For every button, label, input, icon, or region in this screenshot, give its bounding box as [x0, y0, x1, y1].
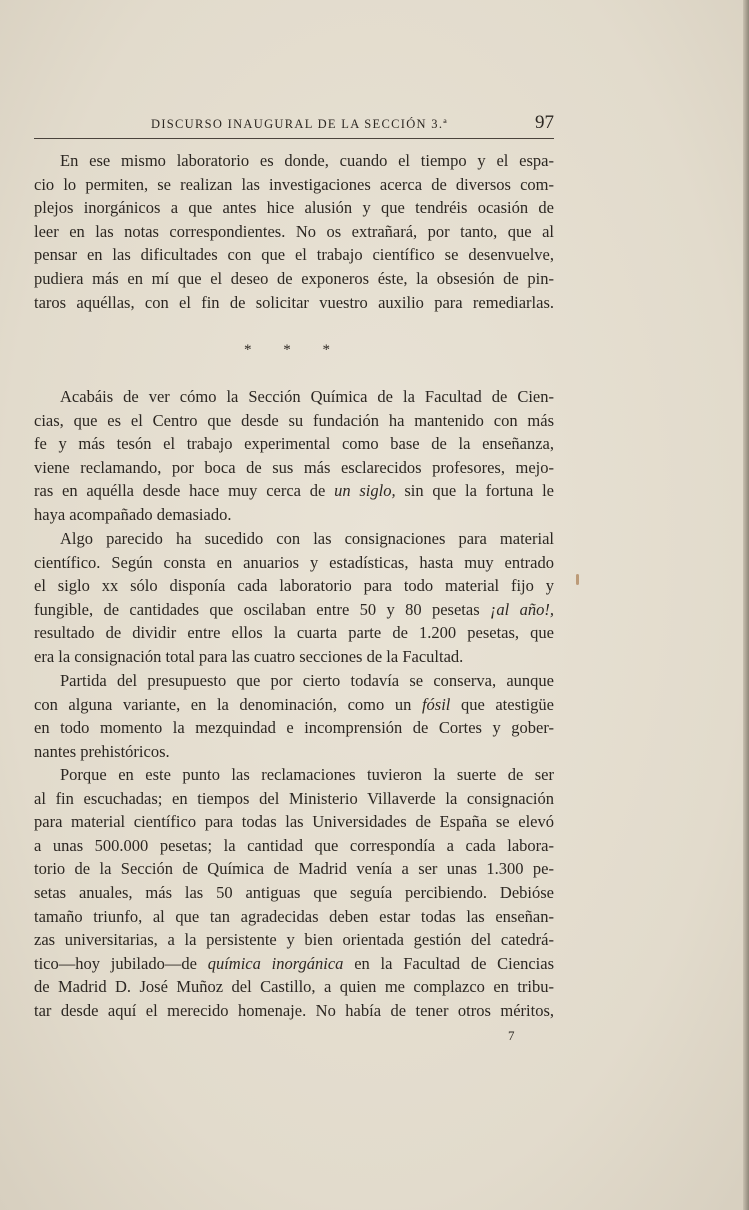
text-line: Acabáis de ver cómo la Sección Química de la Facultad de Cien- — [60, 387, 554, 406]
text-line: pensar en las dificultades con que el trabajo científico se desenvuelve, — [34, 245, 554, 265]
text-line — [34, 952, 554, 976]
text-line: resultado de dividir entre ellos la cuarta parte de 1.200 pesetas, que — [34, 623, 554, 643]
text-line: a unas 500.000 pesetas; la cantidad que correspondía a cada labora- — [34, 835, 554, 855]
page-edge-shadow — [743, 0, 749, 1210]
text-line: leer en las notas correspondientes. No os extrañará, por tanto, que al — [34, 221, 554, 241]
text-line: el siglo xx sólo disponía cada laboratorio para todo material fijo y — [34, 576, 554, 596]
text-line: zas universitarias, a la persistente y bien orientada gestión del catedrá- — [34, 930, 554, 950]
text-line: en todo momento la mezquindad e incomprensión de Cortes y gober- — [34, 718, 554, 738]
text-line — [34, 598, 554, 622]
text-line: científico. Según consta en anuarios y estadísticas, hasta muy entrado — [34, 552, 554, 572]
paragraph-partida — [34, 669, 554, 763]
text-line: setas anuales, más las 50 antiguas que seguía percibiendo. Debióse — [34, 882, 554, 902]
text-line: tar desde aquí el merecido homenaje. No había de tener otros méritos, — [34, 1000, 554, 1020]
text-run: con alguna variante, en la denominación, como un — [34, 694, 422, 714]
page-header — [34, 114, 554, 138]
text-line: para material científico para todas las Universidades de España se elevó — [34, 812, 554, 832]
text-line: nantes prehistóricos. — [34, 741, 170, 761]
text-line: Partida del presupuesto que por cierto todavía se conserva, aunque — [60, 671, 554, 690]
paragraph-laboratorio — [34, 149, 554, 314]
text-line: era la consignación total para las cuatro secciones de la Facultad. — [34, 646, 464, 666]
text-run: ras en aquélla desde hace muy cerca de — [34, 481, 335, 501]
text-run: que atestigüe — [450, 694, 554, 714]
header-rule — [34, 138, 554, 139]
text-line: de Madrid D. José Muñoz del Castillo, a quien me complazco en tribu- — [34, 977, 554, 997]
section-ornament: * * * — [244, 342, 344, 358]
text-line: torio de la Sección de Química de Madrid venía a ser unas 1.300 pe- — [34, 859, 554, 879]
text-run: en la Facultad de Ciencias — [343, 953, 554, 973]
text-line — [34, 693, 554, 717]
paragraph-acabais — [34, 385, 554, 527]
text-line: tamaño triunfo, al que tan agradecidas deben estar todas las enseñan- — [34, 906, 554, 926]
text-line: taros aquéllas, con el fin de solicitar vuestro auxilio para remediarlas. — [34, 292, 554, 312]
running-head: DISCURSO INAUGURAL DE LA SECCIÓN 3.ª — [151, 117, 449, 131]
text-line: Algo parecido ha sucedido con las consignaciones para material — [60, 529, 554, 548]
text-line: fe y más tesón el trabajo experimental como base de la enseñanza, — [34, 434, 554, 454]
italic-term: un siglo, — [334, 481, 396, 501]
text-line: plejos inorgánicos a que antes hice alusión y que tendréis ocasión de — [34, 198, 554, 218]
italic-term: ¡al año!, — [490, 599, 555, 619]
italic-term: química inorgánica — [207, 953, 344, 973]
page-number: 97 — [535, 112, 554, 133]
text-line — [34, 479, 554, 503]
text-line: En ese mismo laboratorio es donde, cuando el tiempo y el espa- — [60, 151, 554, 170]
paragraph-algo — [34, 527, 554, 669]
text-run: fungible, de cantidades que oscilaban entre 50 y 80 pesetas — [34, 599, 491, 619]
text-line: viene reclamando, por boca de sus más esclarecidos profesores, mejo- — [34, 457, 554, 477]
text-line: pudiera más en mí que el deseo de exponeros éste, la obsesión de pin- — [34, 268, 554, 288]
paper-stain — [576, 574, 579, 585]
text-run: sin que la fortuna le — [395, 481, 555, 501]
text-run: tico—hoy jubilado—de — [34, 953, 208, 973]
text-line: haya acompañado demasiado. — [34, 504, 232, 524]
text-line: cias, que es el Centro que desde su fundación ha mantenido con más — [34, 410, 554, 430]
text-line: al fin escuchadas; en tiempos del Ministerio Villaverde la consignación — [34, 788, 554, 808]
italic-term: fósil — [421, 694, 451, 714]
text-line: cio lo permiten, se realizan las investigaciones acerca de diversos com- — [34, 174, 554, 194]
text-line: Porque en este punto las reclamaciones tuvieron la suerte de ser — [60, 765, 554, 784]
paragraph-porque — [34, 763, 554, 1023]
signature-mark: 7 — [508, 1028, 515, 1043]
